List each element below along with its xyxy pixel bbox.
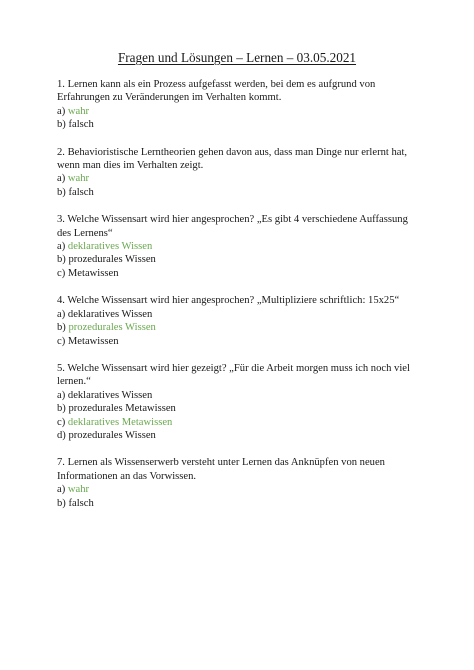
option-label: prozedurales Metawissen [68, 403, 176, 415]
option-letter: b) [57, 497, 69, 509]
answer-option [57, 416, 422, 429]
answer-option [57, 497, 422, 510]
question-text: 1. Lernen kann als ein Prozess aufgefasst werden, bei dem es aufgrund von Erfahrungen zu Veränderungen im Verhalten kommt. [57, 79, 376, 104]
question-text: 7. Lernen als Wissenserwerb versteht unter Lernen das Anknüpfen von neuen Informationen an das Vorwissen. [57, 457, 385, 482]
question-text: 4. Welche Wissensart wird hier angesprochen? „Multipliziere schriftlich: 15x25“ [57, 295, 400, 307]
answer-option [57, 118, 422, 131]
question-text: 3. Welche Wissensart wird hier angesprochen? „Es gibt 4 verschiedene Auffassung des Lernens“ [57, 214, 408, 239]
option-letter: b) [57, 322, 69, 334]
option-label: falsch [68, 186, 94, 198]
option-letter: a) [57, 241, 68, 253]
question-block [57, 213, 422, 280]
question-list [57, 78, 422, 524]
option-letter: a) [57, 484, 68, 496]
page-title: Fragen und Lösungen – Lernen – 03.05.2021 [117, 50, 357, 65]
option-letter: d) [57, 429, 69, 441]
correct-answer-label: wahr [67, 105, 90, 117]
correct-answer-label: deklaratives Wissen [67, 241, 153, 253]
question-block [57, 456, 422, 510]
correct-answer-label: wahr [67, 173, 90, 185]
correct-answer-label: prozedurales Wissen [68, 322, 156, 334]
option-letter: b) [57, 403, 69, 415]
answer-option [57, 308, 422, 321]
answer-option [57, 321, 422, 334]
option-label: Metawissen [67, 335, 119, 347]
answer-option [57, 335, 422, 348]
answer-option [57, 483, 422, 496]
answer-option [57, 389, 422, 402]
question-text: 2. Behavioristische Lerntheorien gehen davon aus, dass man Dinge nur erlernt hat, wenn man dies im Verhalten zeigt. [57, 146, 408, 172]
answer-option [57, 253, 422, 266]
option-letter: b) [57, 119, 69, 131]
answer-option [57, 240, 422, 253]
option-label: falsch [68, 497, 94, 509]
option-label: deklaratives Wissen [67, 389, 153, 401]
option-letter: a) [57, 105, 68, 117]
correct-answer-label: deklaratives Metawissen [67, 416, 173, 428]
option-label: deklaratives Wissen [67, 308, 153, 320]
option-letter: c) [57, 335, 68, 347]
answer-option [57, 402, 422, 415]
answer-option [57, 267, 422, 280]
option-label: prozedurales Wissen [68, 254, 156, 266]
question-block [57, 146, 422, 200]
option-letter: c) [57, 267, 68, 279]
option-letter: b) [57, 186, 69, 198]
option-letter: a) [57, 308, 68, 320]
answer-option [57, 172, 422, 185]
question-block [57, 78, 422, 132]
question-text: 5. Welche Wissensart wird hier gezeigt? „Für die Arbeit morgen muss ich noch viel lernen.“ [57, 362, 410, 388]
option-letter: b) [57, 254, 69, 266]
option-label: prozedurales Wissen [68, 429, 156, 441]
question-block [57, 294, 422, 348]
correct-answer-label: wahr [67, 484, 90, 496]
question-block [57, 362, 422, 442]
option-label: Metawissen [67, 267, 119, 279]
answer-option [57, 105, 422, 118]
option-letter: c) [57, 416, 68, 428]
option-letter: a) [57, 173, 68, 185]
option-letter: a) [57, 389, 68, 401]
option-label: falsch [68, 119, 94, 131]
answer-option [57, 186, 422, 199]
answer-option [57, 429, 422, 442]
